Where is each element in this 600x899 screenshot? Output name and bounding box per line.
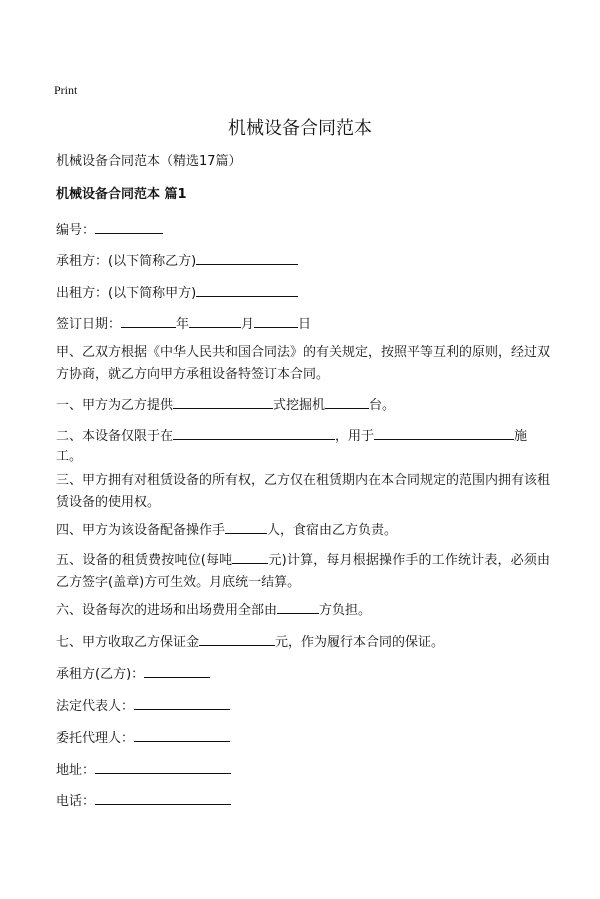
document-title: 机械设备合同范本 — [228, 118, 372, 139]
blank-lessor — [196, 283, 298, 297]
blank-clause-2-use — [374, 426, 514, 440]
month-label: 月 — [241, 317, 255, 332]
sign-date-label: 签订日期： — [56, 317, 122, 332]
clause-2-text-b: ，用于 — [335, 429, 375, 444]
sig-legal-rep — [56, 696, 230, 717]
blank-clause-4-operators — [225, 520, 267, 534]
sig-agent-label: 委托代理人： — [56, 731, 135, 746]
clause-3: 三、甲方拥有对租赁设备的所有权，乙方仅在租赁期内在本合同规定的范围内拥有该租赁设备的使用权。 — [56, 473, 551, 510]
clause-7-text-b: 元，作为履行本合同的保证。 — [275, 635, 445, 650]
blank-clause-1-type — [173, 395, 273, 409]
clause-1-text-b: 式挖掘机 — [273, 398, 326, 413]
field-lessee — [56, 251, 298, 272]
sig-legal-rep-label: 法定代表人： — [56, 699, 135, 714]
sig-lessee — [56, 664, 210, 685]
blank-sig-agent — [134, 728, 230, 742]
year-label: 年 — [176, 317, 190, 332]
blank-day — [254, 314, 298, 328]
clause-2-text-c: 施 — [514, 429, 528, 444]
sig-address-label: 地址： — [56, 763, 96, 778]
blank-month — [189, 314, 241, 328]
sig-address — [56, 760, 231, 781]
print-label[interactable]: Print — [54, 83, 78, 97]
sig-phone-label: 电话： — [56, 794, 96, 809]
blank-sig-legal-rep — [134, 696, 230, 710]
sig-lessee-label: 承租方(乙方)： — [56, 667, 145, 682]
clause-1-text-a: 一、甲方为乙方提供 — [56, 398, 174, 413]
blank-sig-address — [95, 760, 231, 774]
field-lessor-label: 出租方：(以下简称甲方) — [56, 286, 197, 301]
blank-sig-lessee — [144, 664, 210, 678]
day-label: 日 — [298, 317, 312, 332]
clause-2 — [56, 426, 527, 447]
clause-6 — [56, 600, 371, 621]
field-lessor — [56, 283, 298, 304]
blank-clause-2-location — [173, 426, 335, 440]
clause-5-text-b: 元)计算，每月根据操作手的工作统计表，必须由乙方签字(盖章)方可生效。月底统一结算。 — [56, 553, 551, 590]
clause-7 — [56, 632, 444, 653]
clause-6-text-a: 六、设备每次的进场和出场费用全部由 — [56, 603, 278, 618]
clause-4 — [56, 520, 397, 541]
intro-paragraph: 甲、乙双方根据《中华人民共和国合同法》的有关规定，按照平等互利的原则，经过双方协商，就乙方向甲方承租设备特签订本合同。 — [56, 345, 551, 382]
clause-6-text-b: 方负担。 — [319, 603, 372, 618]
section-heading: 机械设备合同范本 篇1 — [56, 187, 187, 202]
document-subtitle: 机械设备合同范本（精选17篇） — [56, 154, 242, 169]
sig-agent — [56, 728, 230, 749]
clause-4-text-b: 人，食宿由乙方负责。 — [267, 523, 398, 538]
blank-clause-6-party — [277, 600, 319, 614]
clause-4-text-a: 四、甲方为该设备配备操作手 — [56, 523, 226, 538]
blank-clause-5-rate — [232, 550, 268, 564]
blank-number — [95, 220, 163, 234]
clause-5 — [56, 550, 550, 594]
blank-year — [121, 314, 176, 328]
clause-2-cont: 工。 — [56, 449, 83, 464]
clause-7-text-a: 七、甲方收取乙方保证金 — [56, 635, 200, 650]
sig-phone — [56, 791, 231, 812]
field-sign-date — [56, 314, 311, 335]
blank-clause-7-deposit — [199, 632, 275, 646]
field-lessee-label: 承租方：(以下简称乙方) — [56, 254, 197, 269]
clause-1-text-c: 台。 — [369, 398, 396, 413]
clause-2-text-a: 二、本设备仅限于在 — [56, 429, 174, 444]
clause-1 — [56, 395, 395, 416]
blank-clause-1-count — [325, 395, 369, 409]
field-number-label: 编号： — [56, 223, 96, 238]
clause-5-text-a: 五、设备的租赁费按吨位(每吨 — [56, 553, 233, 568]
field-number — [56, 220, 163, 241]
blank-sig-phone — [95, 791, 231, 805]
blank-lessee — [196, 251, 298, 265]
